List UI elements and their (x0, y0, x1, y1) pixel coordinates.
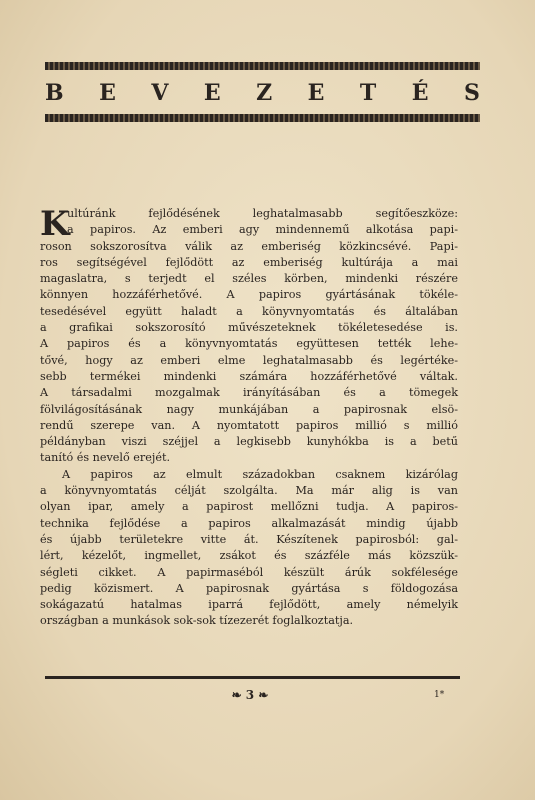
top-ornamental-rule (45, 62, 480, 70)
heading-letter: B (45, 80, 64, 106)
text-line: roson sokszorosítva válik az emberiség közkincsévé. Papi- (40, 239, 458, 253)
heading-letter: T (359, 80, 377, 106)
text-line: tanító és nevelő erejét. (40, 451, 171, 465)
paragraph-2 (40, 467, 458, 630)
text-line: fölvilágosításának nagy munkájában a papirosnak elsö- (40, 402, 458, 416)
text-line: pedig közismert. A papirosnak gyártása s földogozása (40, 581, 458, 595)
text-line: a grafikai sokszorosító művészeteknek tökéletesedése is. (40, 321, 458, 335)
page-number: ❧ 3 ❧ (231, 688, 269, 702)
heading-letter: É (411, 80, 429, 106)
text-line: a könyvnyomtatás célját szolgálta. Ma már alig is van (40, 484, 458, 498)
chapter-heading (45, 78, 480, 108)
text-line: A társadalmi mozgalmak irányításában és a tömegek (40, 386, 458, 400)
text-line: ros segítségével fejlődött az emberiség kultúrája a mai (40, 255, 458, 269)
text-line: példányban viszi széjjel a legkisebb kunyhókba is a betű (40, 435, 458, 449)
text-line: tesedésével együtt haladt a könyvnyomtatás és általában (40, 304, 458, 318)
text-line: A papiros az elmult századokban csaknem kizárólag (62, 467, 458, 481)
heading-letter: S (464, 80, 480, 106)
bottom-ornamental-rule (45, 114, 480, 122)
text-line: rendű szerepe van. A nyomtatott papiros millió s millió (40, 418, 458, 432)
heading-letter: E (203, 80, 221, 106)
drop-cap: K (40, 204, 70, 244)
heading-letter: V (151, 80, 169, 106)
text-line: lért, kézelőt, ingmellet, zsákot és százféle más közszük- (40, 549, 458, 563)
text-line: és újabb területekre vitte át. Készítenek papirosból: gal- (40, 532, 458, 546)
text-line: országban a munkások sok-sok tízezerét foglalkoztatja. (40, 614, 354, 628)
text-line: magaslatra, s terjedt el széles körben, mindenki részére (40, 272, 458, 286)
heading-letter: E (307, 80, 325, 106)
text-line: technika fejlődése a papiros alkalmazását mindig újabb (40, 516, 458, 530)
text-line: könnyen hozzáférhetővé. A papiros gyártásának tökéle- (40, 288, 458, 302)
text-line: a papiros. Az emberi agy mindennemű alkotása papi- (67, 223, 458, 237)
paragraph-1 (40, 206, 458, 467)
text-line: sebb termékei mindenki számára hozzáférhetővé váltak. (40, 369, 458, 383)
text-line: tővé, hogy az emberi elme leghatalmasabb és legértéke- (40, 353, 458, 367)
signature-mark: 1* (434, 690, 445, 700)
heading-letter: E (99, 80, 116, 106)
body-text (40, 206, 458, 630)
text-line: olyan ipar, amely a papirost mellőzni tudja. A papiros- (40, 500, 458, 514)
text-line: ultúránk fejlődésének leghatalmasabb segítőeszköze: (67, 207, 458, 220)
footer-rule (45, 676, 460, 679)
text-line: A papiros és a könyvnyomtatás együttesen tették lehe- (40, 337, 458, 351)
text-line: ségleti cikket. A papirmaséból készült árúk sokfélesége (40, 565, 458, 579)
heading-letter: Z (256, 80, 273, 106)
text-line: sokágazatú hatalmas iparrá fejlődött, amely némelyik (40, 598, 458, 612)
